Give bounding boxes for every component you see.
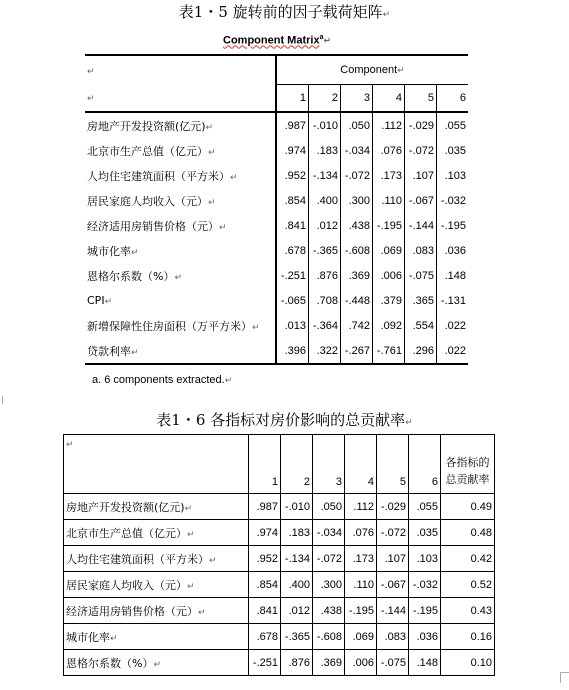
row-label: 恩格尔系数（%） — [66, 656, 154, 670]
column-header: 2 — [281, 435, 313, 494]
value-cell: .035 — [437, 138, 469, 163]
row-label: 居民家庭人均收入（元） — [87, 194, 208, 208]
value-cell: -.365 — [281, 624, 313, 650]
total-contribution-cell: 0.10 — [441, 650, 495, 676]
paragraph-mark-icon: ↵ — [198, 607, 206, 618]
value-cell: .554 — [405, 313, 437, 338]
table1-footnote — [92, 374, 232, 386]
row-label-cell — [85, 263, 276, 288]
value-cell: .006 — [345, 650, 377, 676]
contribution-table — [63, 434, 495, 676]
row-label-cell — [85, 238, 276, 263]
table-row — [85, 238, 468, 263]
row-label-cell — [85, 188, 276, 213]
table-row — [64, 546, 495, 572]
row-label-cell — [85, 112, 276, 138]
value-cell: -.010 — [309, 112, 341, 138]
row-label: 房地产开发投资额(亿元) — [87, 119, 206, 133]
paragraph-mark-icon: ↵ — [405, 418, 413, 428]
paragraph-mark-icon: ↵ — [187, 529, 195, 540]
column-header: 3 — [313, 435, 345, 494]
value-cell: .974 — [276, 138, 309, 163]
value-cell: -.032 — [409, 572, 441, 598]
value-cell: .055 — [409, 494, 441, 520]
component-group-label: Component — [340, 64, 398, 76]
row-label: 北京市生产总值（亿元） — [87, 144, 208, 158]
paragraph-mark-icon: ↵ — [208, 197, 216, 208]
row-label-cell — [85, 313, 276, 338]
value-cell: .678 — [249, 624, 281, 650]
paragraph-mark-icon: ↵ — [208, 147, 216, 158]
row-label-cell — [85, 288, 276, 313]
paragraph-mark-icon: ↵ — [252, 322, 260, 333]
value-cell: .183 — [281, 520, 313, 546]
value-cell: -.075 — [377, 650, 409, 676]
value-cell: .876 — [281, 650, 313, 676]
row-label-cell — [64, 650, 249, 676]
value-cell: -.251 — [249, 650, 281, 676]
value-cell: -.195 — [345, 598, 377, 624]
value-cell: -.072 — [341, 163, 373, 188]
paragraph-mark-icon: ↵ — [110, 633, 118, 644]
column-header: 6 — [409, 435, 441, 494]
value-cell: .112 — [345, 494, 377, 520]
value-cell: .069 — [345, 624, 377, 650]
value-cell: .022 — [437, 338, 469, 364]
value-cell: .092 — [373, 313, 405, 338]
value-cell: .036 — [409, 624, 441, 650]
value-cell: -.195 — [409, 598, 441, 624]
row-label-cell — [64, 546, 249, 572]
paragraph-mark-icon: ↵ — [174, 272, 182, 283]
value-cell: .708 — [309, 288, 341, 313]
row-label: 北京市生产总值（亿元） — [66, 526, 187, 540]
paragraph-mark-icon: ↵ — [87, 66, 95, 77]
value-cell: -.075 — [405, 263, 437, 288]
value-cell: .854 — [249, 572, 281, 598]
column-header: 1 — [249, 435, 281, 494]
value-cell: .400 — [309, 188, 341, 213]
value-cell: -.065 — [276, 288, 309, 313]
paragraph-mark-icon: ↵ — [131, 347, 139, 358]
component-matrix-caption-text: Component Matrix — [223, 34, 320, 47]
value-cell: -.364 — [309, 313, 341, 338]
paragraph-mark-icon: ↵ — [209, 555, 217, 566]
table-row — [85, 263, 468, 288]
row-label: CPI — [87, 294, 105, 307]
paragraph-mark-icon: ↵ — [131, 247, 139, 258]
column-header: 1 — [276, 85, 309, 113]
value-cell: -.195 — [437, 213, 469, 238]
page-margin-marker — [2, 396, 3, 404]
table-row — [64, 572, 495, 598]
caption-footnote-marker: a — [319, 34, 324, 41]
total-contribution-cell: 0.49 — [441, 494, 495, 520]
value-cell: .110 — [373, 188, 405, 213]
value-cell: .035 — [409, 520, 441, 546]
value-cell: -.144 — [405, 213, 437, 238]
row-label-cell — [85, 213, 276, 238]
value-cell: -.608 — [341, 238, 373, 263]
value-cell: .103 — [437, 163, 469, 188]
table2-header-row — [64, 435, 495, 494]
value-cell: -.761 — [373, 338, 405, 364]
column-header: 5 — [377, 435, 409, 494]
value-cell: .083 — [405, 238, 437, 263]
component-matrix-table — [85, 54, 468, 365]
value-cell: .369 — [341, 263, 373, 288]
paragraph-mark-icon: ↵ — [184, 503, 193, 514]
page-corner-marker — [560, 672, 569, 683]
component-group-header — [276, 55, 468, 85]
table2-corner-cell — [64, 435, 249, 494]
paragraph-mark-icon: ↵ — [205, 122, 214, 133]
value-cell: .006 — [373, 263, 405, 288]
row-label: 经济适用房销售价格（元） — [87, 219, 219, 233]
table2-title-text: 表1・6 各指标对房价影响的总贡献率 — [156, 411, 406, 429]
value-cell: .300 — [313, 572, 345, 598]
value-cell: .365 — [405, 288, 437, 313]
value-cell: .148 — [409, 650, 441, 676]
value-cell: .173 — [345, 546, 377, 572]
table-row — [64, 650, 495, 676]
value-cell: .678 — [276, 238, 309, 263]
value-cell: -.034 — [341, 138, 373, 163]
row-label-cell — [64, 520, 249, 546]
value-cell: .841 — [276, 213, 309, 238]
value-cell: .438 — [313, 598, 345, 624]
column-header: 5 — [405, 85, 437, 113]
paragraph-mark-icon: ↵ — [230, 172, 238, 183]
value-cell: -.029 — [377, 494, 409, 520]
table1-corner-cell — [85, 55, 276, 85]
value-cell: .148 — [437, 263, 469, 288]
value-cell: .400 — [281, 572, 313, 598]
table-row — [85, 163, 468, 188]
row-label: 居民家庭人均收入（元） — [66, 578, 187, 592]
paragraph-mark-icon: ↵ — [104, 297, 113, 307]
value-cell: .112 — [373, 112, 405, 138]
paragraph-mark-icon: ↵ — [187, 581, 195, 592]
column-header: 2 — [309, 85, 341, 113]
value-cell: .036 — [437, 238, 469, 263]
value-cell: -.134 — [281, 546, 313, 572]
value-cell: -.067 — [377, 572, 409, 598]
table1-title — [0, 1, 569, 22]
value-cell: -.365 — [309, 238, 341, 263]
value-cell: .379 — [373, 288, 405, 313]
value-cell: -.072 — [313, 546, 345, 572]
value-cell: .369 — [313, 650, 345, 676]
total-contribution-header — [441, 435, 495, 494]
table-row — [64, 624, 495, 650]
table-row — [64, 598, 495, 624]
table-row — [85, 288, 468, 313]
value-cell: .952 — [249, 546, 281, 572]
value-cell: .438 — [341, 213, 373, 238]
value-cell: .107 — [405, 163, 437, 188]
table1-column-number-row — [85, 85, 468, 113]
total-contribution-cell: 0.43 — [441, 598, 495, 624]
table2-title — [0, 409, 569, 430]
column-header: 4 — [373, 85, 405, 113]
value-cell: .173 — [373, 163, 405, 188]
total-contribution-cell: 0.52 — [441, 572, 495, 598]
value-cell: .841 — [249, 598, 281, 624]
paragraph-mark-icon: ↵ — [153, 659, 161, 670]
row-label: 人均住宅建筑面积（平方米） — [66, 552, 209, 566]
value-cell: -.029 — [405, 112, 437, 138]
value-cell: .055 — [437, 112, 469, 138]
footnote-text: a. 6 components extracted. — [92, 374, 225, 386]
table-row — [64, 494, 495, 520]
row-label: 经济适用房销售价格（元） — [66, 604, 198, 618]
paragraph-mark-icon: ↵ — [87, 94, 95, 105]
row-label-cell — [85, 163, 276, 188]
value-cell: .083 — [377, 624, 409, 650]
value-cell: .076 — [373, 138, 405, 163]
table1-corner-cell-lower — [85, 85, 276, 113]
row-label-cell — [64, 572, 249, 598]
value-cell: .974 — [249, 520, 281, 546]
value-cell: -.067 — [405, 188, 437, 213]
value-cell: -.010 — [281, 494, 313, 520]
total-header-line2: 总贡献率 — [445, 473, 490, 486]
value-cell: .396 — [276, 338, 309, 364]
value-cell: -.032 — [437, 188, 469, 213]
column-header: 4 — [345, 435, 377, 494]
row-label: 城市化率 — [87, 244, 131, 258]
value-cell: .300 — [341, 188, 373, 213]
value-cell: -.134 — [309, 163, 341, 188]
value-cell: -.195 — [373, 213, 405, 238]
total-contribution-cell: 0.48 — [441, 520, 495, 546]
value-cell: .987 — [249, 494, 281, 520]
value-cell: .022 — [437, 313, 469, 338]
table1-title-text: 表1・5 旋转前的因子载荷矩阵 — [178, 3, 383, 21]
row-label-cell — [64, 494, 249, 520]
value-cell: .103 — [409, 546, 441, 572]
value-cell: .069 — [373, 238, 405, 263]
value-cell: .107 — [377, 546, 409, 572]
row-label: 恩格尔系数（%） — [87, 269, 175, 283]
table-row — [85, 313, 468, 338]
value-cell: .013 — [276, 313, 309, 338]
value-cell: .050 — [341, 112, 373, 138]
row-label-cell — [85, 338, 276, 364]
paragraph-mark-icon: ↵ — [397, 66, 405, 76]
value-cell: -.608 — [313, 624, 345, 650]
component-matrix-caption — [223, 34, 331, 47]
row-label: 城市化率 — [66, 630, 110, 644]
value-cell: -.131 — [437, 288, 469, 313]
total-contribution-cell: 0.42 — [441, 546, 495, 572]
column-header: 6 — [437, 85, 469, 113]
value-cell: .076 — [345, 520, 377, 546]
value-cell: .012 — [281, 598, 313, 624]
row-label-cell — [85, 138, 276, 163]
row-label: 新增保障性住房面积（万平方米） — [87, 319, 252, 333]
row-label: 贷款利率 — [87, 344, 131, 358]
value-cell: -.034 — [313, 520, 345, 546]
value-cell: .322 — [309, 338, 341, 364]
value-cell: .296 — [405, 338, 437, 364]
column-header: 3 — [341, 85, 373, 113]
value-cell: -.072 — [377, 520, 409, 546]
row-label-cell — [64, 624, 249, 650]
value-cell: .110 — [345, 572, 377, 598]
table-row — [85, 338, 468, 364]
paragraph-mark-icon: ↵ — [224, 376, 233, 386]
table-row — [64, 520, 495, 546]
row-label: 房地产开发投资额(亿元) — [66, 500, 185, 514]
value-cell: .183 — [309, 138, 341, 163]
table1-header-row — [85, 55, 468, 85]
paragraph-mark-icon: ↵ — [219, 222, 227, 233]
value-cell: .987 — [276, 112, 309, 138]
value-cell: .050 — [313, 494, 345, 520]
table-row — [85, 138, 468, 163]
value-cell: .012 — [309, 213, 341, 238]
row-label: 人均住宅建筑面积（平方米） — [87, 169, 230, 183]
value-cell: -.144 — [377, 598, 409, 624]
row-label-cell — [64, 598, 249, 624]
value-cell: -.448 — [341, 288, 373, 313]
total-contribution-cell: 0.16 — [441, 624, 495, 650]
value-cell: .742 — [341, 313, 373, 338]
value-cell: -.072 — [405, 138, 437, 163]
table-row — [85, 188, 468, 213]
paragraph-mark-icon: ↵ — [382, 10, 391, 20]
value-cell: -.251 — [276, 263, 309, 288]
value-cell: -.267 — [341, 338, 373, 364]
paragraph-mark-icon: ↵ — [323, 36, 332, 47]
paragraph-mark-icon: ↵ — [66, 440, 74, 450]
total-header-line1: 各指标的 — [445, 456, 490, 469]
table-row — [85, 112, 468, 138]
table-row — [85, 213, 468, 238]
value-cell: .854 — [276, 188, 309, 213]
value-cell: .876 — [309, 263, 341, 288]
value-cell: .952 — [276, 163, 309, 188]
